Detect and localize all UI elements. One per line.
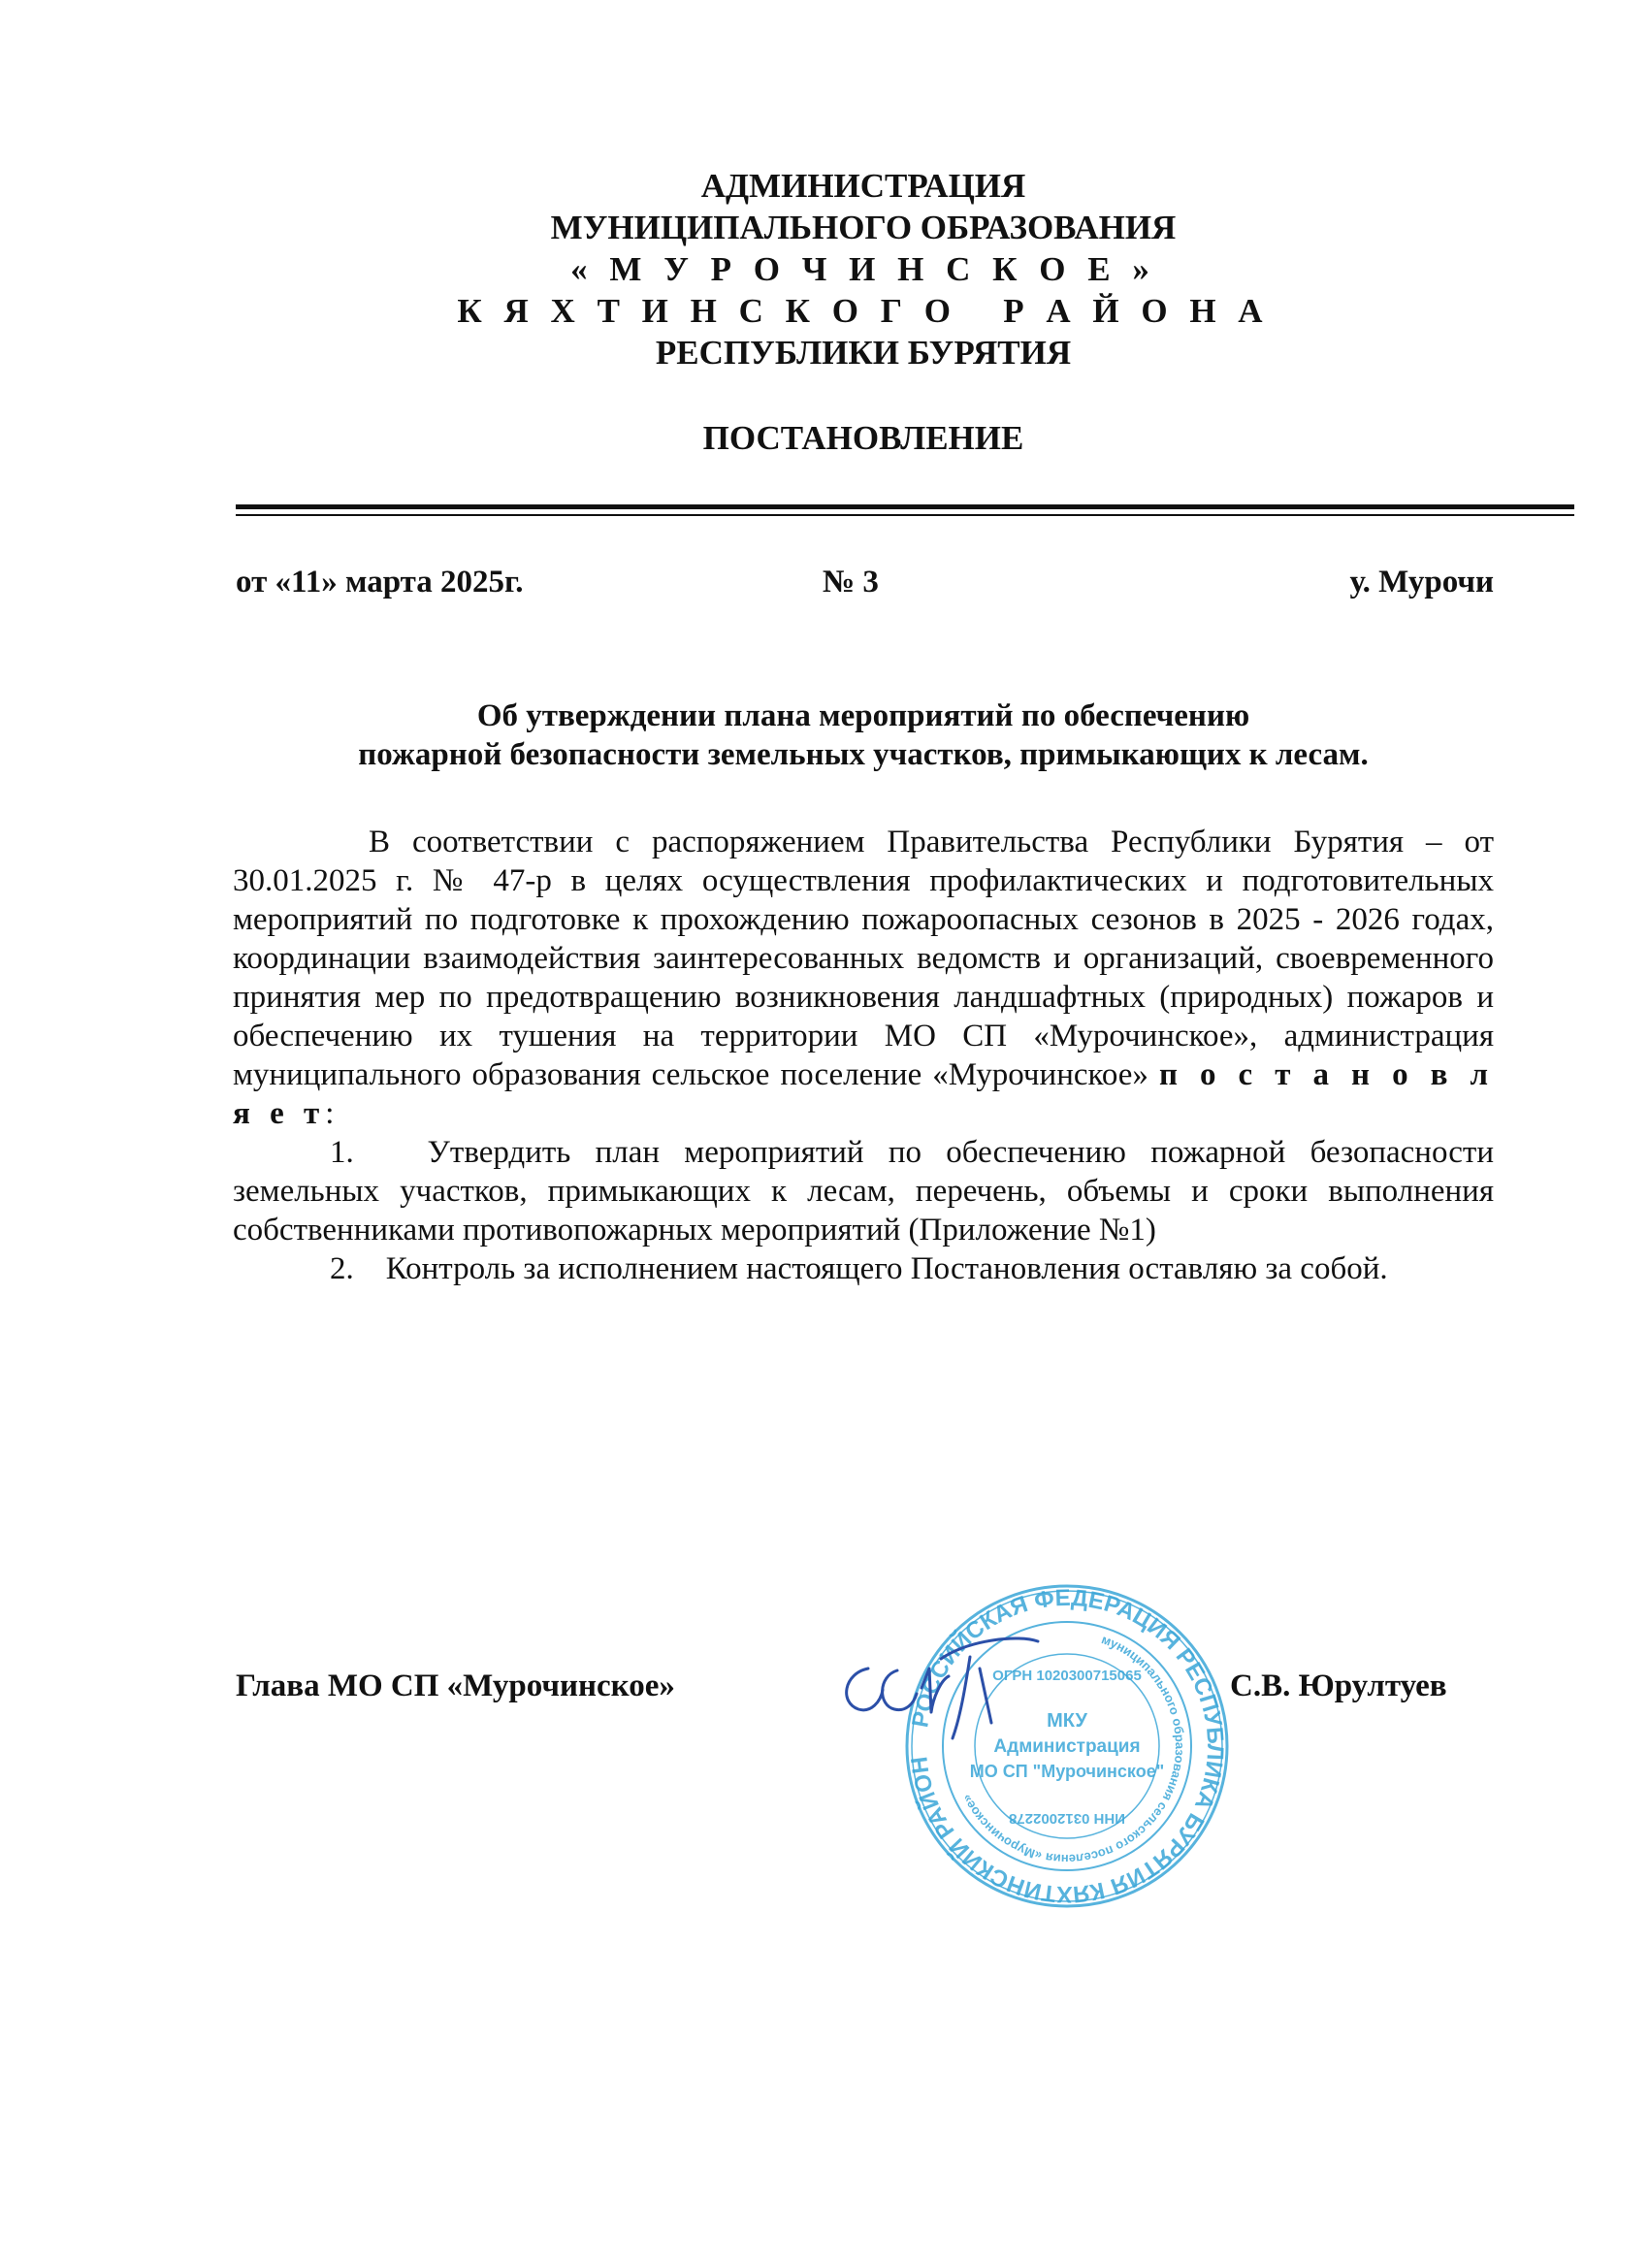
letterhead: [233, 165, 1494, 373]
letterhead-line-3: « М У Р О Ч И Н С К О Е »: [570, 250, 1156, 288]
header-rule-thin: [236, 514, 1574, 516]
seal-center-line-2: Администрация: [993, 1736, 1141, 1757]
document-subject: [233, 697, 1494, 774]
decree-colon: :: [325, 1096, 335, 1131]
seal-inn: ИНН 0312002278: [1008, 1810, 1126, 1827]
signatory-title: Глава МО СП «Мурочинское»: [236, 1669, 675, 1703]
preamble-text: В соответствии с распоряжением Правительства Республики Бурятия – от 30.01.2025 г. № 47-р в целях осуществления профилактических и подготовительных мероприятий по подготовке к прохождению пожароопасных сезонов в 2025 - 2026 годах, координации взаимодействия заинтересованных ведомств и организаций, своевременного принятия мер по предотвращению возникновения ландшафтных (природных) пожаров и обеспечению их тушения на территории МО СП «Мурочинское», администрация муниципального образования сельское поселение «Мурочинское»: [233, 825, 1494, 1092]
document-date: от «11» марта 2025г.: [236, 565, 524, 599]
letterhead-line-2: МУНИЦИПАЛЬНОГО ОБРАЗОВАНИЯ: [550, 209, 1177, 246]
letterhead-line-4: К Я Х Т И Н С К О Г О Р А Й О Н А: [457, 292, 1270, 330]
decree-item-1: 1. Утвердить план мероприятий по обеспечению пожарной безопасности земельных участков, примыкающих к лесам, перечень, объемы и сроки выполнения собственниками противопожарных мероприятий (Приложение №1): [233, 1135, 1503, 1247]
letterhead-line-1: АДМИНИСТРАЦИЯ: [700, 167, 1026, 205]
letterhead-line-5: РЕСПУБЛИКИ БУРЯТИЯ: [655, 334, 1072, 372]
seal-inner-text: муниципального образования сельского поселения «Мурочинское»: [958, 1632, 1188, 1867]
seal-ogrn: ОГРН 1020300715065: [992, 1668, 1142, 1684]
signatory-name: С.В. Юрултуев: [1230, 1669, 1447, 1703]
handwritten-signature: [824, 1630, 1048, 1746]
seal-center-line-3: МО СП "Мурочинское": [969, 1762, 1165, 1781]
subject-line-2: пожарной безопасности земельных участков, примыкающих к лесам.: [358, 737, 1369, 772]
document-body: [233, 823, 1503, 1288]
document-number: № 3: [823, 565, 879, 599]
document-place: у. Мурочи: [1349, 565, 1494, 599]
seal-center-line-1: МКУ: [1047, 1710, 1087, 1732]
decree-word: п о с т а н о в л я е т: [233, 1057, 1495, 1131]
preamble-paragraph: [233, 823, 1494, 1133]
decree-item-2: 2. Контроль за исполнением настоящего Постановления оставляю за собой.: [330, 1251, 1388, 1286]
header-rule-thick: [236, 504, 1574, 509]
seal-outer-text: РОССИЙСКАЯ ФЕДЕРАЦИЯ РЕСПУБЛИКА БУРЯТИЯ КЯХТИНСКИЙ РАЙОН: [906, 1584, 1229, 1908]
subject-line-1: Об утверждении плана мероприятий по обеспечению: [476, 698, 1250, 733]
document-type: ПОСТАНОВЛЕНИЕ: [702, 419, 1024, 457]
